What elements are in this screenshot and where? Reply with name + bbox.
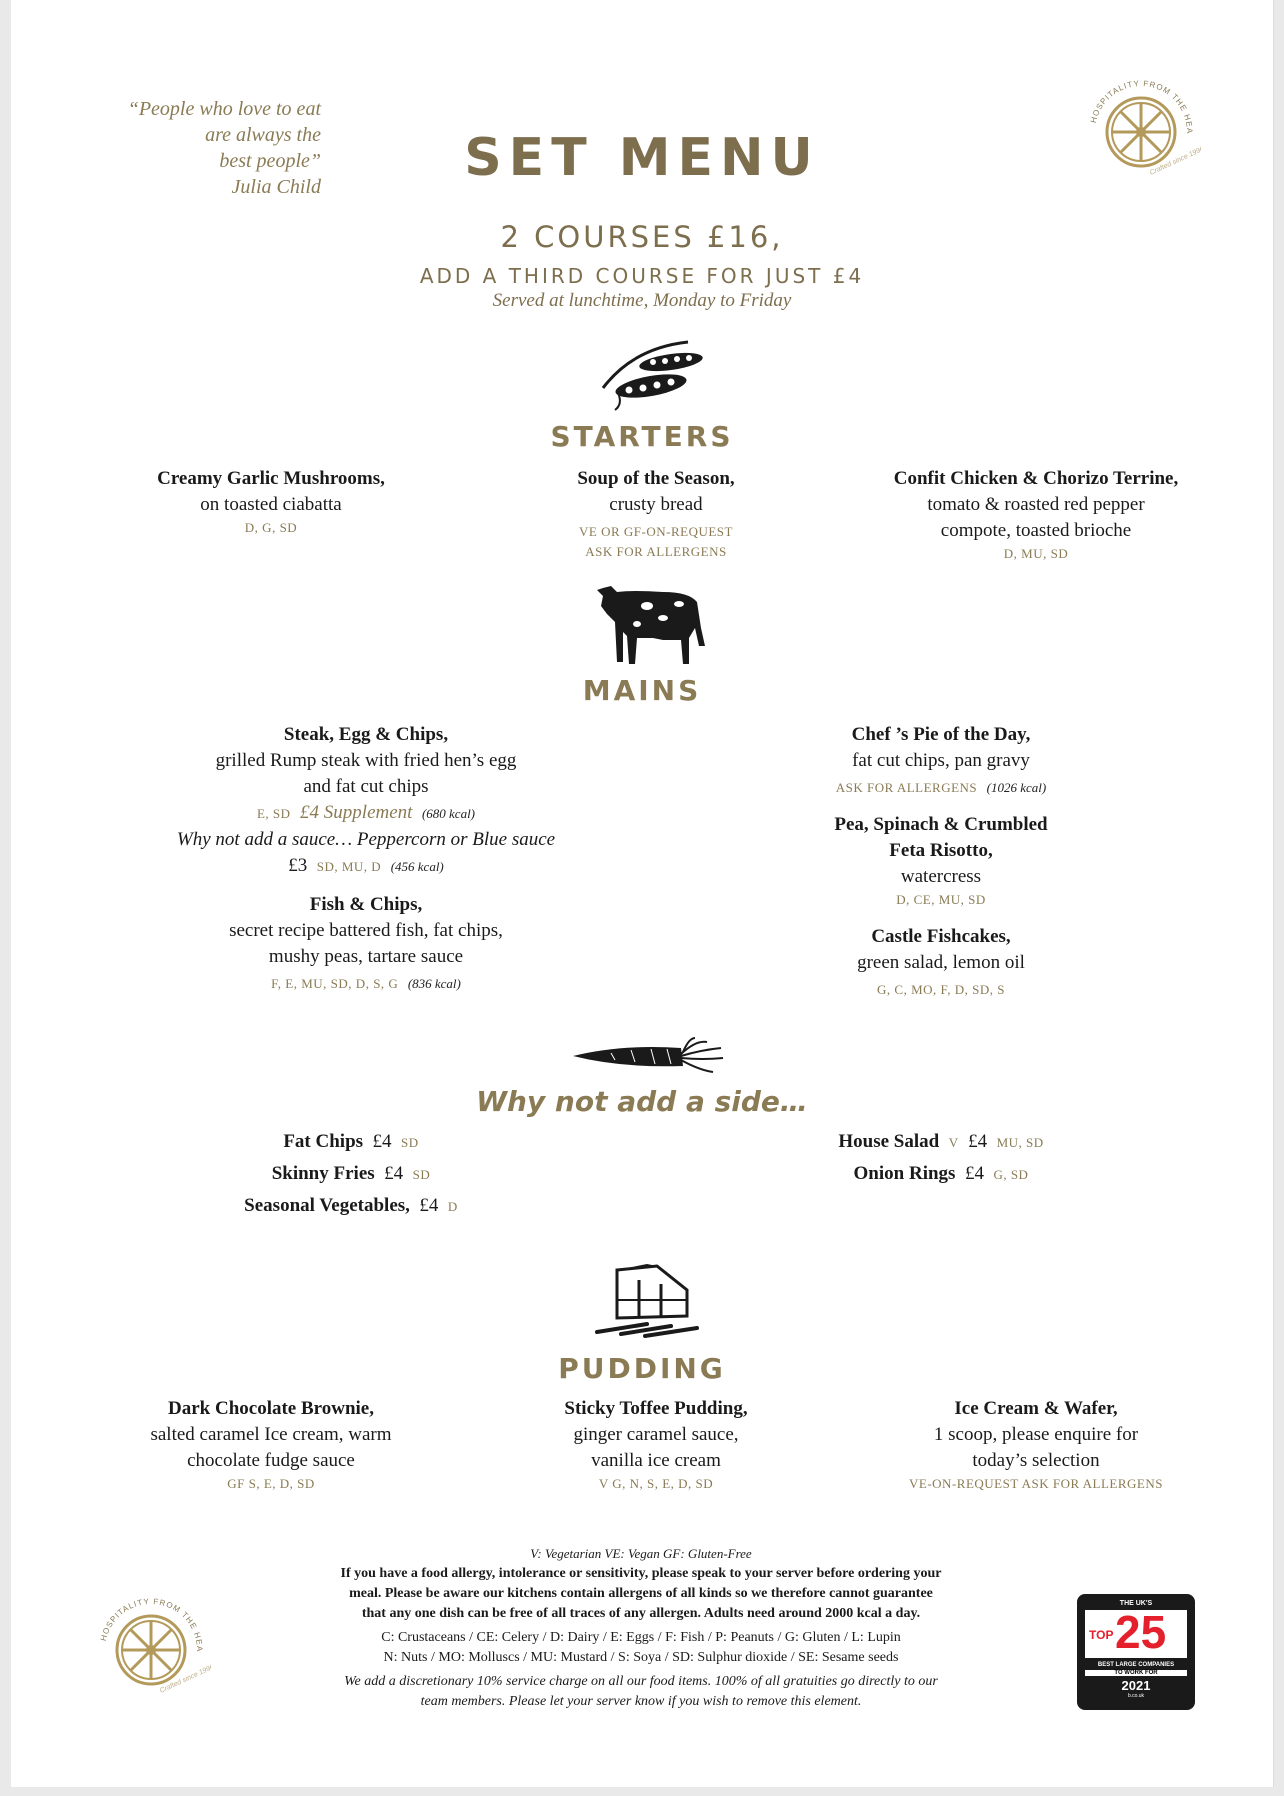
allergen-codes: G, C, MO, F, D, SD, S <box>877 982 1005 997</box>
side-item: Onion Rings £4 G, SD <box>853 1163 1029 1184</box>
dish-name: Pea, Spinach & Crumbled <box>834 814 1048 835</box>
dish-name: Ice Cream & Wafer, <box>954 1398 1118 1419</box>
allergen-codes: V G, N, S, E, D, SD <box>598 1476 714 1491</box>
allergen-codes: SD, MU, D <box>316 859 382 874</box>
allergen-note: ASK FOR ALLERGENS <box>835 780 978 795</box>
starter-soup <box>481 466 831 562</box>
dish-description: secret recipe battered fish, fat chips, <box>229 920 503 941</box>
pudding-heading: PUDDING <box>558 1352 726 1385</box>
dish-description: mushy peas, tartare sauce <box>268 946 464 967</box>
dish-description: green salad, lemon oil <box>857 952 1025 973</box>
dish-description: grilled Rump steak with fried hen’s egg <box>215 750 517 771</box>
dish-name: Soup of the Season, <box>577 468 735 489</box>
dish-description: fat cut chips, pan gravy <box>852 750 1030 771</box>
badge-line: BEST LARGE COMPANIES <box>1097 1662 1175 1668</box>
allergy-notice: that any one dish can be free of all traces of any allergen. Adults need around 2000 kcal a day. <box>361 1606 921 1621</box>
allergen-codes: GF S, E, D, SD <box>227 1476 315 1491</box>
sauce-suggestion: Why not add a sauce… Peppercorn or Blue sauce <box>176 829 556 850</box>
dish-description: on toasted ciabatta <box>200 494 342 515</box>
dish-description: ginger caramel sauce, <box>573 1424 739 1445</box>
badge-top-text: THE UK'S <box>1119 1600 1153 1607</box>
allergy-notice: meal. Please be aware our kitchens contain allergens of all kinds so we therefore cannot guarantee <box>349 1586 933 1601</box>
allergen-key: C: Crustaceans / CE: Celery / D: Dairy / E: Eggs / F: Fish / P: Peanuts / G: Gluten / L: Lupin <box>381 1630 901 1645</box>
menu-page <box>11 0 1274 1787</box>
pudding-sticky-toffee <box>481 1396 831 1494</box>
service-charge-note: We add a discretionary 10% service charge on all our food items. 100% of all gratuities go directly to our <box>344 1674 938 1689</box>
badge-top-label: TOP <box>1089 1628 1114 1642</box>
main-risotto <box>751 812 1131 910</box>
pudding-ice-cream <box>851 1396 1221 1494</box>
allergen-codes: D, MU, SD <box>1003 546 1069 561</box>
badge-number-box <box>1085 1606 1187 1658</box>
main-castle-fishcakes <box>751 924 1131 1000</box>
svg-text:HOSPITALITY FROM THE HEART: HOSPITALITY FROM THE HEA <box>1088 78 1195 135</box>
badge-year: 2021 <box>1121 1678 1151 1693</box>
dish-name: Feta Risotto, <box>889 840 993 861</box>
quote-line: “People who love to eat <box>127 98 321 120</box>
cow-icon <box>593 576 709 666</box>
side-item: Seasonal Vegetables, £4 D <box>244 1195 458 1216</box>
dish-name: Dark Chocolate Brownie, <box>168 1398 374 1419</box>
dish-name: Sticky Toffee Pudding, <box>564 1398 748 1419</box>
supplement-price: £4 Supplement <box>300 802 413 823</box>
allergen-key: N: Nuts / MO: Molluscs / MU: Mustard / S: Soya / SD: Sulphur dioxide / SE: Sesame seeds <box>383 1650 899 1665</box>
dish-name: Chef ’s Pie of the Day, <box>851 724 1031 745</box>
allergen-codes: F, E, MU, SD, D, S, G <box>271 976 399 991</box>
svg-text:Crafted since 1996: Crafted since 1996 <box>1148 145 1201 177</box>
badge-site: b.co.uk <box>1127 1693 1145 1699</box>
badge-number: 25 <box>1115 1606 1167 1658</box>
side-item: Fat Chips £4 SD <box>283 1131 419 1152</box>
allergy-notice: If you have a food allergy, intolerance or sensitivity, please speak to your server before ordering your <box>340 1566 942 1581</box>
service-charge-note: team members. Please let your server know if you wish to remove this element. <box>420 1694 862 1709</box>
served-times: Served at lunchtime, Monday to Friday <box>492 290 792 311</box>
starters-heading: STARTERS <box>550 420 734 453</box>
dish-description: today’s selection <box>972 1450 1100 1471</box>
dish-description: watercress <box>900 866 982 887</box>
dish-description: chocolate fudge sauce <box>187 1450 355 1471</box>
main-fish-chips <box>131 892 601 997</box>
footer <box>211 1544 1071 1712</box>
dish-description: 1 scoop, please enquire for <box>933 1424 1139 1445</box>
pudding-brownie <box>91 1396 451 1494</box>
side-item: House Salad V £4 MU, SD <box>838 1131 1044 1152</box>
starter-terrine <box>851 466 1221 564</box>
quote-line: are always the <box>205 124 321 146</box>
starter-garlic-mushrooms <box>91 466 451 538</box>
quote-author: Julia Child <box>231 176 321 198</box>
dish-description: tomato & roasted red pepper <box>927 494 1145 515</box>
calorie-count: (456 kcal) <box>390 859 444 874</box>
sauce-price: £3 <box>288 855 308 876</box>
dish-name: Steak, Egg & Chips, <box>283 724 449 745</box>
dish-name: Creamy Garlic Mushrooms, <box>157 468 385 489</box>
carrot-icon <box>571 1036 727 1076</box>
calorie-count: (836 kcal) <box>407 976 461 991</box>
sides-right-list <box>771 1126 1111 1190</box>
top-25-badge <box>1077 1594 1195 1710</box>
dish-description: vanilla ice cream <box>591 1450 721 1471</box>
allergen-codes: D, G, SD <box>244 520 298 535</box>
dish-description: compote, toasted brioche <box>940 520 1132 541</box>
dish-description: crusty bread <box>609 494 703 515</box>
allergen-codes: VE OR GF-ON-REQUEST <box>579 524 733 539</box>
allergen-note: ASK FOR ALLERGENS <box>585 544 727 559</box>
main-steak-egg-chips <box>131 722 601 880</box>
dish-description: and fat cut chips <box>303 776 429 797</box>
page-title: SET MENU <box>464 128 820 188</box>
dish-name: Confit Chicken & Chorizo Terrine, <box>893 468 1179 489</box>
allergen-codes: D, CE, MU, SD <box>896 892 986 907</box>
allergen-codes: E, SD <box>256 806 291 821</box>
dish-name: Castle Fishcakes, <box>871 926 1011 947</box>
allergen-note: VE-ON-REQUEST ASK FOR ALLERGENS <box>909 1476 1163 1491</box>
side-item: Skinny Fries £4 SD <box>271 1163 431 1184</box>
calorie-count: (1026 kcal) <box>986 780 1047 795</box>
svg-text:HOSPITALITY FROM THE HEART: HOSPITALITY FROM THE HEA <box>98 1596 205 1653</box>
dish-name: Fish & Chips, <box>309 894 423 915</box>
cake-slice-icon <box>587 1260 717 1340</box>
main-pie-of-the-day <box>751 722 1131 801</box>
wagon-wheel-icon <box>91 1590 211 1710</box>
svg-text:Crafted since 1996: Crafted since 1996 <box>158 1663 211 1695</box>
mains-heading: MAINS <box>582 674 702 707</box>
courses-price: 2 COURSES £16, <box>500 220 784 254</box>
sides-heading: Why not add a side… <box>476 1085 808 1118</box>
badge-line: TO WORK FOR <box>1085 1670 1187 1676</box>
dietary-key: V: Vegetarian VE: Vegan GF: Gluten-Free <box>530 1546 752 1561</box>
sides-left-list <box>191 1126 511 1222</box>
quote-line: best people” <box>219 150 321 172</box>
calorie-count: (680 kcal) <box>421 806 476 821</box>
third-course-offer: ADD A THIRD COURSE FOR JUST £4 <box>419 264 865 288</box>
dish-description: salted caramel Ice cream, warm <box>150 1424 392 1445</box>
pea-pod-icon <box>593 338 723 412</box>
